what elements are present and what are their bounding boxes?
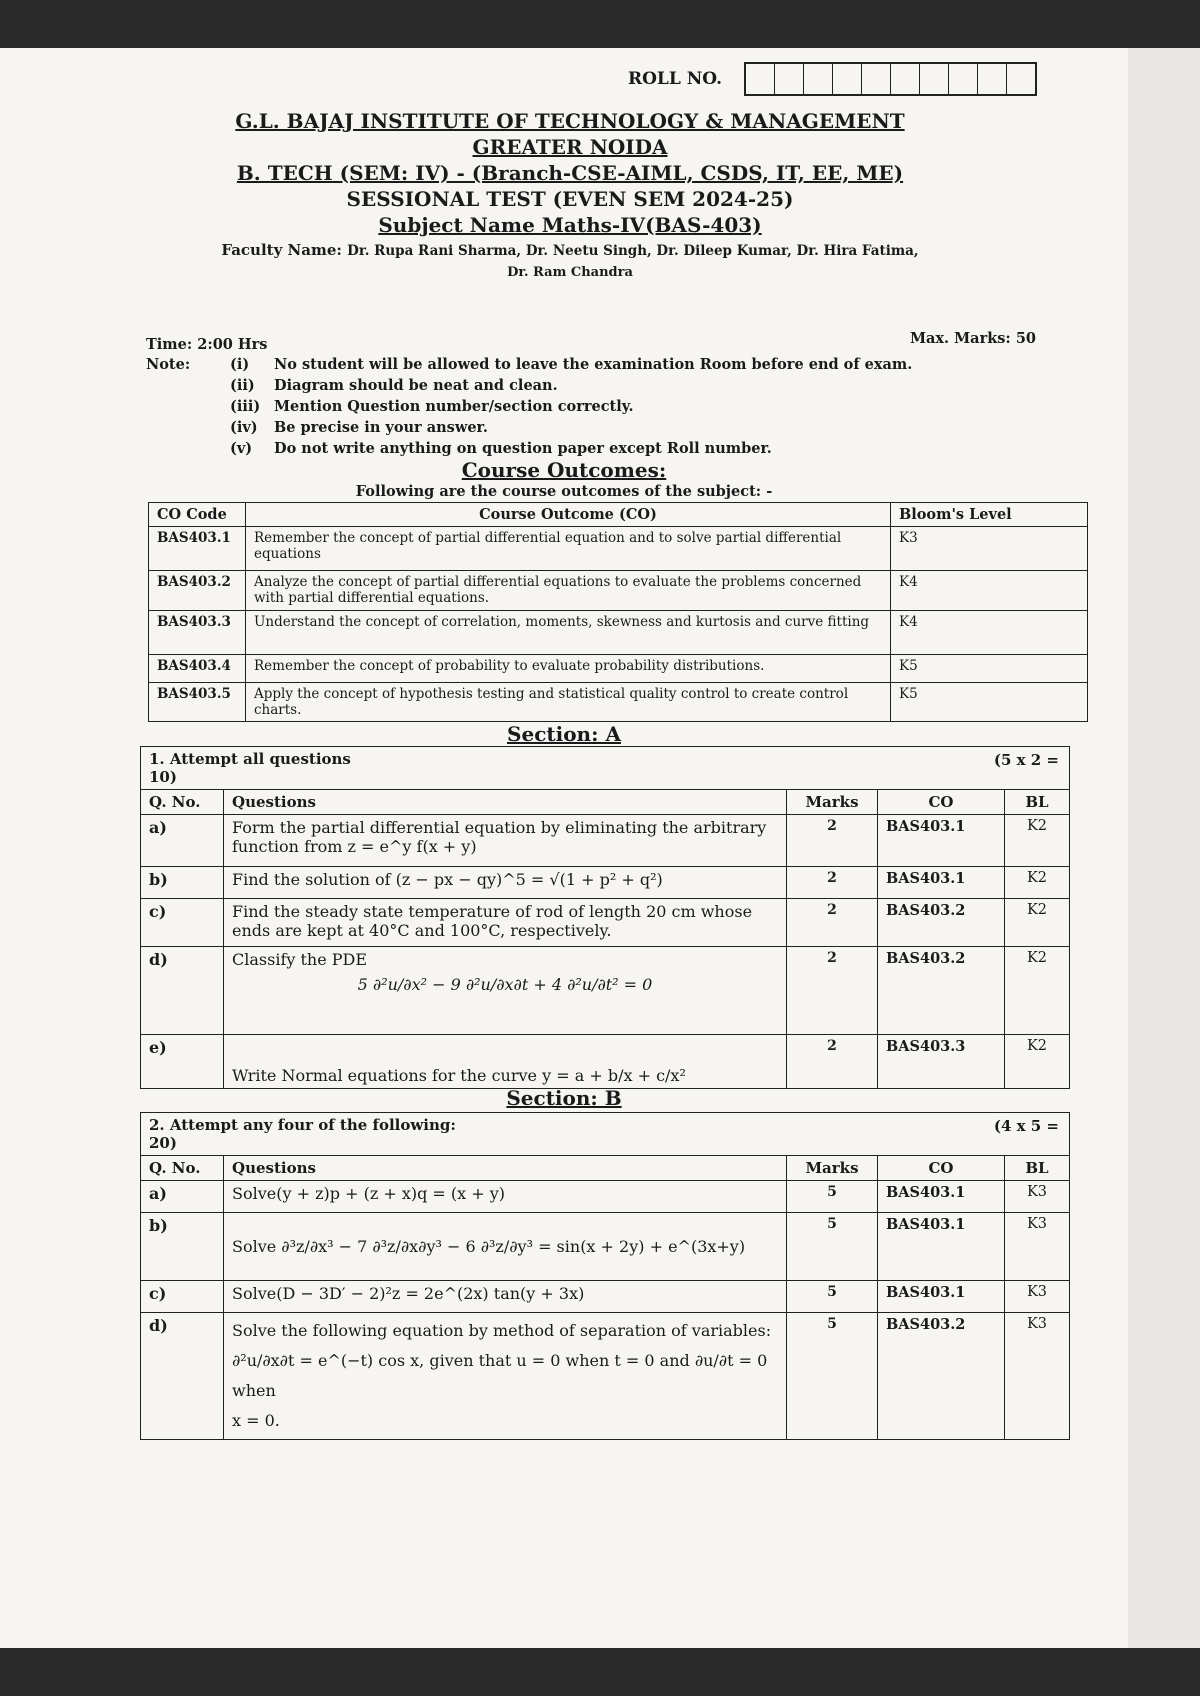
- section-a-title: Section: A: [507, 722, 621, 746]
- roll-label: ROLL NO.: [628, 69, 723, 89]
- table-row: b) Find the solution of (z − px − qy)^5 = √(1 + p² + q²) 2 BAS403.1 K2: [141, 867, 1070, 899]
- question-text: Solve(y + z)p + (z + x)q = (x + y): [224, 1181, 787, 1213]
- table-row: c) Solve(D − 3D′ − 2)²z = 2e^(2x) tan(y + 3x) 5 BAS403.1 K3: [141, 1281, 1070, 1313]
- question-text: Find the steady state temperature of rod of length 20 cm whose ends are kept at 40°C and 100°C, respectively.: [224, 899, 787, 947]
- course-outcomes-title: Course Outcomes:: [461, 458, 667, 482]
- question-text: Form the partial differential equation by eliminating the arbitrary function from z = e^y f(x + y): [224, 815, 787, 867]
- table-row: d) Classify the PDE 5 ∂²u/∂x² − 9 ∂²u/∂x∂t + 4 ∂²u/∂t² = 0 2 BAS403.2 K2: [141, 947, 1070, 1035]
- table-row: BAS403.1 Remember the concept of partial differential equation and to solve partial differential equations K3: [149, 527, 1088, 571]
- table-row: b) Solve ∂³z/∂x³ − 7 ∂³z/∂x∂y³ − 6 ∂³z/∂y³ = sin(x + 2y) + e^(3x+y) 5 BAS403.1 K3: [141, 1213, 1070, 1281]
- course-line: B. TECH (SEM: IV) - (Branch-CSE-AIML, CSDS, IT, EE, ME): [236, 161, 904, 185]
- roll-number-boxes: [744, 62, 1037, 96]
- note-item: (i) No student will be allowed to leave the examination Room before end of exam.: [230, 356, 913, 373]
- course-outcomes-subtitle: Following are the course outcomes of the subject: -: [355, 483, 773, 500]
- table-row: BAS403.2 Analyze the concept of partial differential equations to evaluate the problems concerned with partial differential equations. K4: [149, 571, 1088, 611]
- exam-header: [140, 108, 1000, 283]
- question-text: Solve(D − 3D′ − 2)²z = 2e^(2x) tan(y + 3x): [224, 1281, 787, 1313]
- table-row: a) Form the partial differential equation by eliminating the arbitrary function from z = e^y f(x + y) 2 BAS403.1 K2: [141, 815, 1070, 867]
- table-row: BAS403.5 Apply the concept of hypothesis testing and statistical quality control to create control charts. K5: [149, 683, 1088, 722]
- notes-block: [146, 354, 912, 459]
- test-line: SESSIONAL TEST (EVEN SEM 2024-25): [346, 187, 794, 211]
- city-name: GREATER NOIDA: [472, 135, 668, 159]
- note-label: Note:: [146, 356, 191, 373]
- faculty-line: Faculty Name: Dr. Rupa Rani Sharma, Dr. Neetu Singh, Dr. Dileep Kumar, Dr. Hira Fatima,: [221, 241, 919, 259]
- table-row: BAS403.3 Understand the concept of correlation, moments, skewness and kurtosis and curve fitting K4: [149, 611, 1088, 655]
- question-text: Write Normal equations for the curve y = a + b/x + c/x²: [224, 1035, 787, 1089]
- table-row: a) Solve(y + z)p + (z + x)q = (x + y) 5 BAS403.1 K3: [141, 1181, 1070, 1213]
- table-header-row: Q. No. Questions Marks CO BL: [141, 1156, 1070, 1181]
- pde-equation: 5 ∂²u/∂x² − 9 ∂²u/∂x∂t + 4 ∂²u/∂t² = 0: [357, 975, 653, 994]
- subject-line: Subject Name Maths-IV(BAS-403): [378, 213, 762, 237]
- time-label: Time: 2:00 Hrs: [146, 336, 268, 353]
- table-row: d) Solve the following equation by method of separation of variables: ∂²u/∂x∂t = e^(−t) cos x, given that u = 0 when t = 0 and ∂u/∂t = 0 when x = 0. 5 BAS403.2 K3: [141, 1313, 1070, 1440]
- section-a-instruction: 1. Attempt all questions 10) (5 x 2 =: [141, 747, 1070, 790]
- section-a-table: [140, 746, 1070, 1089]
- table-header-row: Q. No. Questions Marks CO BL: [141, 790, 1070, 815]
- roll-number-block: [628, 62, 1037, 96]
- table-row: e) Write Normal equations for the curve y = a + b/x + c/x² 2 BAS403.3 K2: [141, 1035, 1070, 1089]
- note-item: (ii) Diagram should be neat and clean.: [230, 377, 558, 394]
- section-b-title: Section: B: [506, 1086, 622, 1110]
- faculty-line-2: Dr. Ram Chandra: [507, 265, 633, 280]
- table-header-row: CO Code Course Outcome (CO) Bloom's Level: [149, 503, 1088, 527]
- note-item: (iv) Be precise in your answer.: [230, 419, 488, 436]
- section-b-table: [140, 1112, 1070, 1440]
- table-row: BAS403.4 Remember the concept of probability to evaluate probability distributions. K5: [149, 655, 1088, 683]
- max-marks-label: Max. Marks: 50: [909, 330, 1036, 347]
- question-text: Find the solution of (z − px − qy)^5 = √(1 + p² + q²): [224, 867, 787, 899]
- course-outcomes-table: [148, 502, 1088, 722]
- note-item: (iii) Mention Question number/section correctly.: [230, 398, 634, 415]
- note-item: (v) Do not write anything on question paper except Roll number.: [230, 440, 772, 457]
- section-b-instruction: 2. Attempt any four of the following: 20) (4 x 5 =: [141, 1113, 1070, 1156]
- question-text: Solve the following equation by method of separation of variables: ∂²u/∂x∂t = e^(−t) cos x, given that u = 0 when t = 0 and ∂u/∂t = 0 when x = 0.: [224, 1313, 787, 1440]
- page-edge: [1128, 48, 1200, 1648]
- table-row: c) Find the steady state temperature of rod of length 20 cm whose ends are kept at 40°C and 100°C, respectively. 2 BAS403.2 K2: [141, 899, 1070, 947]
- question-text: Classify the PDE 5 ∂²u/∂x² − 9 ∂²u/∂x∂t + 4 ∂²u/∂t² = 0: [224, 947, 787, 1035]
- question-text: Solve ∂³z/∂x³ − 7 ∂³z/∂x∂y³ − 6 ∂³z/∂y³ = sin(x + 2y) + e^(3x+y): [224, 1213, 787, 1281]
- institute-name: G.L. BAJAJ INSTITUTE OF TECHNOLOGY & MANAGEMENT: [235, 109, 905, 133]
